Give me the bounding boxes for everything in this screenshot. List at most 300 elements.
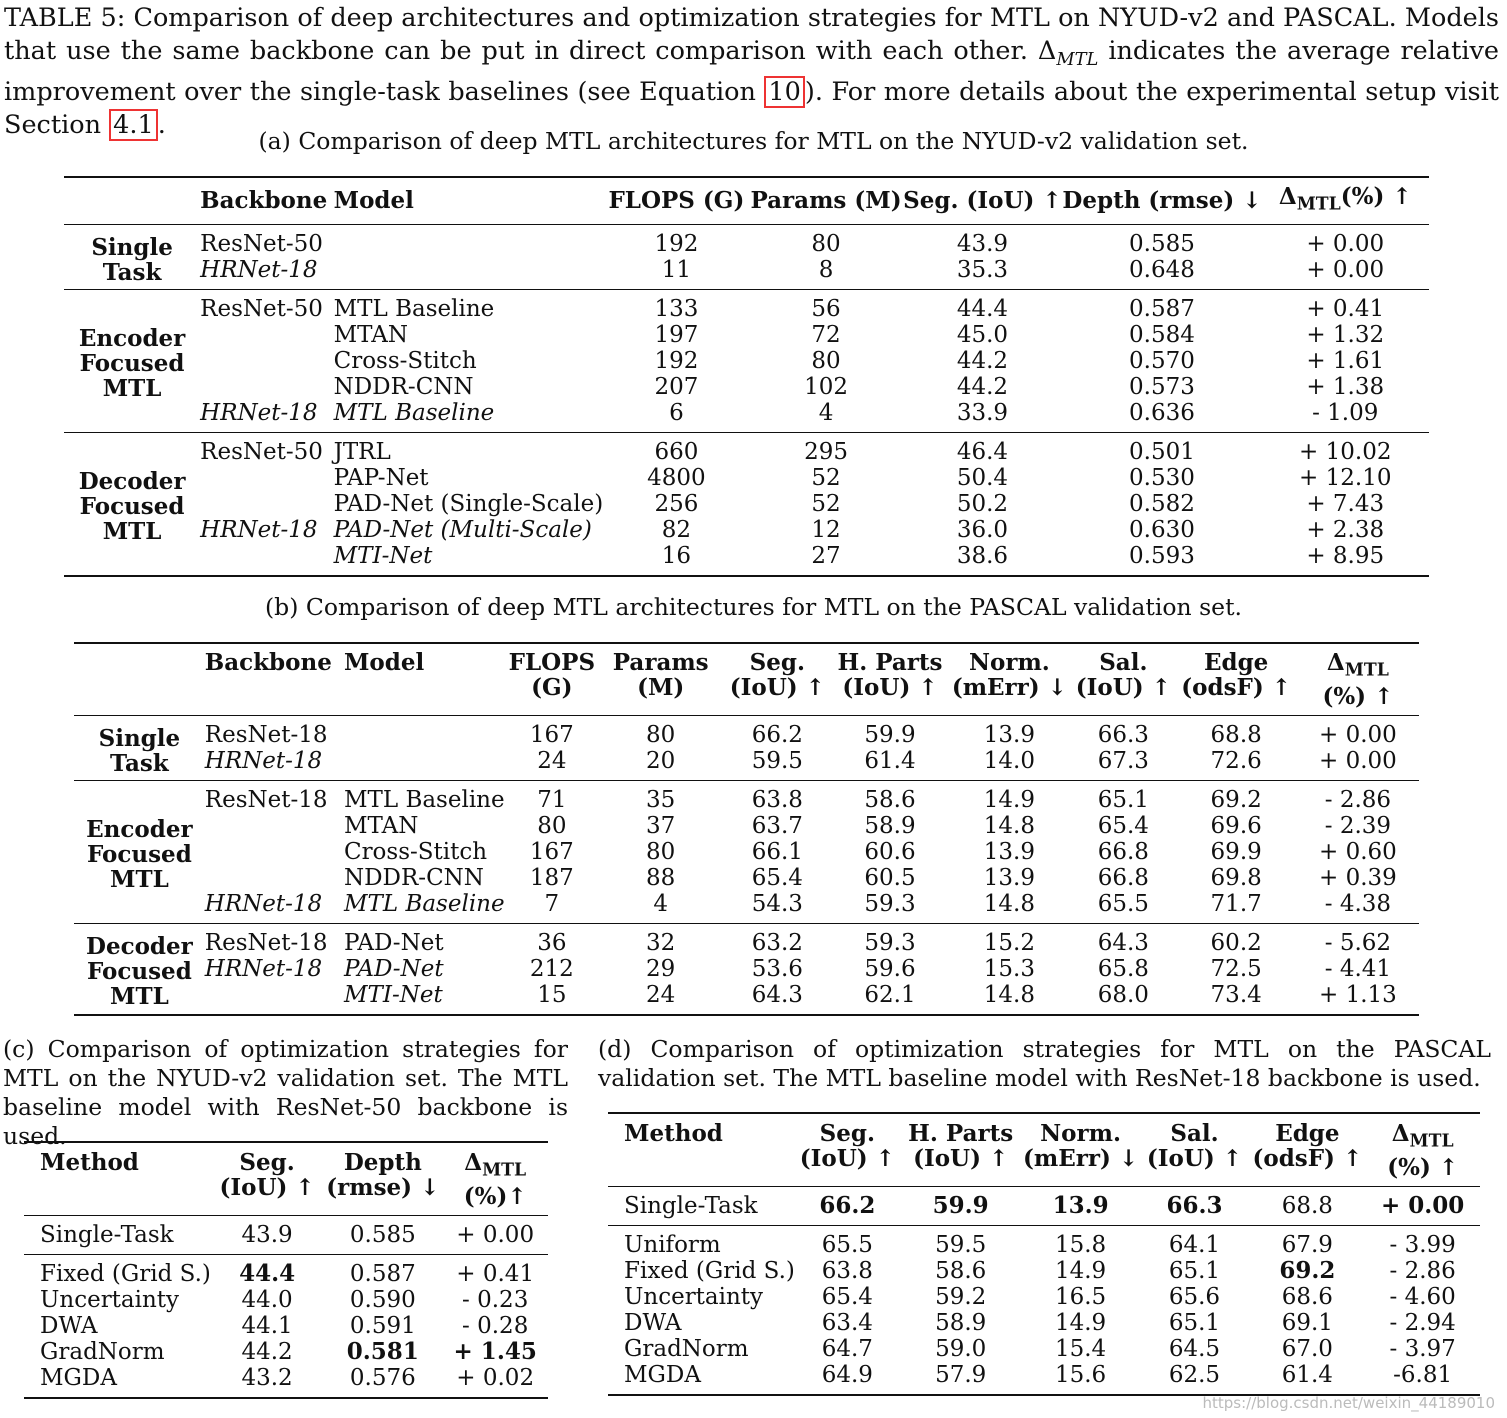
table-row (74, 813, 1419, 839)
value-cell: -6.81 (1365, 1362, 1480, 1395)
method-cell: MGDA (608, 1362, 795, 1395)
value-cell: 59.6 (864, 955, 916, 982)
flops-cell: 256 (654, 490, 699, 517)
value-cell: 0.587 (323, 1254, 442, 1287)
value-cell: 71.7 (1210, 890, 1262, 917)
model-cell: PAD-Net (344, 923, 505, 956)
table-row (64, 257, 1429, 290)
value-cell: 60.5 (864, 864, 916, 891)
caption-text: TABLE 5: Comparison of deep architectures and optimization strategies for MTL on NYUD-v2 and PASCAL. Models that use the same backbone can be put in direct comparison with each other. Δ (4, 3, 1499, 66)
seg-cell: 44.2 (956, 347, 1009, 374)
value-cell: 58.9 (935, 1309, 987, 1336)
group-label: Decoder Focused MTL (74, 923, 205, 1015)
value-cell: 59.5 (751, 747, 803, 774)
value-cell: 68.6 (1281, 1283, 1333, 1310)
value-cell: + 0.00 (1318, 747, 1397, 774)
value-cell: 60.2 (1176, 923, 1297, 956)
model-cell: JTRL (334, 432, 604, 465)
caption-subscript: MTL (1056, 49, 1099, 71)
value-cell: 14.9 (1054, 1257, 1107, 1284)
model-cell: MTI-Net (334, 543, 604, 576)
table-row (74, 891, 1419, 924)
value-cell: 15.4 (1054, 1335, 1107, 1362)
value-cell: + 0.00 (1365, 1186, 1480, 1225)
backbone-cell (205, 982, 344, 1015)
group-label: Encoder Focused MTL (74, 780, 205, 923)
value-cell: 67.3 (1097, 747, 1149, 774)
subtable-b (74, 642, 1419, 1016)
watermark: https://blog.csdn.net/weixin_44189010 (1202, 1394, 1495, 1412)
table-row (64, 400, 1429, 433)
value-cell: 24 (537, 747, 567, 774)
column-header: Params (M) (599, 643, 722, 715)
column-header: Depth (rmse) ↓ (1062, 177, 1261, 224)
table-row (64, 224, 1429, 257)
value-cell: 65.6 (1168, 1283, 1221, 1310)
model-cell: MTL Baseline (344, 780, 505, 813)
flops-cell: 16 (603, 543, 749, 576)
model-cell (344, 748, 505, 781)
value-cell: - 3.99 (1365, 1225, 1480, 1258)
delta-cell: + 0.00 (1262, 224, 1430, 257)
value-cell: 64.3 (722, 982, 832, 1015)
table-row (608, 1310, 1480, 1336)
value-cell: 66.8 (1097, 838, 1149, 865)
subtable-a-title: (a) Comparison of deep MTL architectures for MTL on the NYUD-v2 validation set. (258, 127, 1249, 155)
delta-cell: + 8.95 (1262, 543, 1430, 576)
table-row (64, 543, 1429, 576)
flops-cell: 197 (654, 321, 699, 348)
value-cell: - 0.23 (462, 1286, 529, 1313)
value-cell: 68.8 (1176, 715, 1297, 748)
value-cell: 65.5 (795, 1225, 900, 1258)
column-header: FLOPS (G) (505, 643, 599, 715)
backbone-cell (200, 374, 333, 400)
value-cell: + 0.60 (1318, 838, 1397, 865)
value-cell: 67.0 (1281, 1335, 1333, 1362)
model-cell: NDDR-CNN (343, 864, 484, 891)
value-cell: 73.4 (1176, 982, 1297, 1015)
value-cell: 29 (646, 955, 676, 982)
model-cell: MTL Baseline (334, 289, 604, 322)
params-cell: 80 (750, 224, 903, 257)
column-header: Backbone (200, 177, 333, 224)
value-cell: 24 (599, 982, 722, 1015)
column-header: $\Delta_{MTL}$ (%) ↑ (1365, 1113, 1480, 1186)
value-cell: 66.1 (751, 838, 803, 865)
value-cell: 167 (529, 838, 574, 865)
column-header: $\Delta_{MTL}$ (%) ↑ (1297, 643, 1419, 715)
model-cell (334, 257, 604, 290)
flops-cell: 192 (654, 347, 699, 374)
flops-cell: 6 (669, 399, 684, 426)
value-cell: 32 (599, 923, 722, 956)
value-cell: - 3.97 (1389, 1335, 1456, 1362)
model-cell: Cross-Stitch (333, 347, 477, 374)
table-row (64, 289, 1429, 322)
value-cell: 69.9 (1210, 838, 1262, 865)
model-cell: PAD-Net (Multi-Scale) (333, 516, 592, 543)
depth-cell: 0.501 (1062, 432, 1261, 465)
subtable-d-title: (d) Comparison of optimization strategies for MTL on the PASCAL validation set. The MTL baseline model with ResNet-18 backbone is used. (598, 1035, 1491, 1092)
caption-text: . (157, 110, 166, 141)
table-row (74, 865, 1419, 891)
delta-cell: - 1.09 (1312, 399, 1379, 426)
seg-cell: 46.4 (902, 432, 1062, 465)
backbone-cell: HRNet-18 (200, 516, 318, 543)
value-cell: - 5.62 (1297, 923, 1419, 956)
table-row (608, 1258, 1480, 1284)
value-cell: 14.8 (983, 890, 1035, 917)
table-row (24, 1339, 548, 1365)
value-cell: 44.0 (241, 1286, 293, 1313)
backbone-cell (200, 465, 333, 491)
value-cell: 64.9 (795, 1362, 900, 1395)
value-cell: 68.8 (1249, 1186, 1365, 1225)
column-header: FLOPS (G) (603, 177, 749, 224)
delta-cell: + 10.02 (1262, 432, 1430, 465)
value-cell: - 2.39 (1324, 812, 1392, 839)
params-cell: 27 (750, 543, 903, 576)
value-cell: 43.9 (211, 1215, 323, 1254)
model-cell: MTL Baseline (343, 890, 505, 917)
model-cell (334, 224, 604, 257)
table-row (74, 839, 1419, 865)
table-row (64, 432, 1429, 465)
table-row (64, 517, 1429, 543)
seg-cell: 43.9 (902, 224, 1062, 257)
value-cell: 65.4 (821, 1283, 873, 1310)
params-cell: 52 (811, 464, 841, 491)
seg-cell: 50.2 (956, 490, 1009, 517)
value-cell: 14.8 (983, 812, 1035, 839)
depth-cell: 0.573 (1129, 373, 1195, 400)
column-header: Model (334, 177, 604, 224)
value-cell: - 4.41 (1324, 955, 1392, 982)
method-cell: Uniform (608, 1225, 795, 1258)
value-cell: 67.9 (1249, 1225, 1365, 1258)
table-row (64, 491, 1429, 517)
column-header: Depth (rmse) ↓ (323, 1142, 442, 1215)
column-header: $\Delta_{MTL}$ (%)↑ (442, 1142, 548, 1215)
value-cell: 15.2 (948, 923, 1071, 956)
backbone-cell: ResNet-50 (200, 289, 333, 322)
value-cell: 66.2 (722, 715, 832, 748)
column-header: Params (M) (750, 177, 903, 224)
table-row (24, 1215, 548, 1254)
depth-cell: 0.584 (1129, 321, 1195, 348)
seg-cell: 35.3 (956, 256, 1009, 283)
group-label: Single Task (74, 715, 205, 780)
value-cell: 64.5 (1168, 1335, 1221, 1362)
value-cell: 69.1 (1281, 1309, 1333, 1336)
flops-cell: 133 (603, 289, 749, 322)
value-cell: 61.4 (864, 747, 916, 774)
method-cell: GradNorm (624, 1335, 749, 1362)
value-cell: - 2.94 (1389, 1309, 1456, 1336)
value-cell: - 4.38 (1324, 890, 1392, 917)
seg-cell: 45.0 (956, 321, 1009, 348)
depth-cell: 0.582 (1129, 490, 1195, 517)
value-cell: 69.6 (1210, 812, 1262, 839)
table-row (24, 1365, 548, 1398)
value-cell: 14.9 (1054, 1309, 1107, 1336)
value-cell: + 1.45 (453, 1337, 537, 1365)
value-cell: + 0.39 (1318, 864, 1397, 891)
value-cell: 14.9 (948, 780, 1071, 813)
value-cell: 15.3 (983, 955, 1035, 982)
table-row (24, 1313, 548, 1339)
delta-cell: + 2.38 (1306, 516, 1385, 543)
table-row (74, 748, 1419, 781)
backbone-cell: ResNet-18 (205, 780, 344, 813)
column-header: Edge (odsF) ↑ (1249, 1113, 1365, 1186)
params-cell: 12 (811, 516, 841, 543)
value-cell: 53.6 (751, 955, 803, 982)
method-cell: DWA (40, 1312, 98, 1339)
value-cell: 13.9 (983, 838, 1035, 865)
backbone-cell (200, 348, 333, 374)
value-cell: 65.4 (1097, 812, 1149, 839)
model-cell: MTAN (333, 321, 408, 348)
value-cell: 59.2 (935, 1283, 987, 1310)
table-row (608, 1225, 1480, 1258)
value-cell: - 2.86 (1389, 1257, 1456, 1284)
column-header: Seg. (IoU) ↑ (795, 1113, 900, 1186)
value-cell: 88 (646, 864, 676, 891)
value-cell: 65.8 (1097, 955, 1149, 982)
value-cell: 63.8 (722, 780, 832, 813)
seg-cell: 44.4 (902, 289, 1062, 322)
table-row (24, 1287, 548, 1313)
model-cell: Cross-Stitch (343, 838, 488, 865)
table-caption (4, 2, 1499, 142)
table-row (74, 956, 1419, 982)
column-header: Model (344, 643, 505, 715)
backbone-cell: ResNet-18 (205, 923, 344, 956)
flops-cell: 4800 (647, 464, 706, 491)
value-cell: + 0.00 (442, 1215, 548, 1254)
value-cell: 64.3 (1071, 923, 1175, 956)
value-cell: 54.3 (751, 890, 803, 917)
method-cell: Uncertainty (624, 1283, 764, 1310)
table-row (64, 322, 1429, 348)
seg-cell: 38.6 (902, 543, 1062, 576)
model-cell: MTL Baseline (333, 399, 495, 426)
seg-cell: 33.9 (956, 399, 1009, 426)
value-cell: 59.9 (832, 715, 947, 748)
value-cell: 63.2 (722, 923, 832, 956)
backbone-cell: ResNet-18 (205, 715, 344, 748)
caption-text: indicates the average relative improvement over the single-task baselines (see Equation (4, 36, 1500, 108)
delta-cell: + 1.61 (1306, 347, 1385, 374)
table-row (74, 715, 1419, 748)
value-cell: 13.9 (1022, 1186, 1140, 1225)
value-cell: 69.2 (1279, 1256, 1336, 1284)
params-cell: 102 (804, 373, 848, 400)
value-cell: 14.8 (948, 982, 1071, 1015)
value-cell: 59.0 (935, 1335, 987, 1362)
value-cell: 66.3 (1140, 1186, 1250, 1225)
backbone-cell: HRNet-18 (204, 890, 323, 917)
value-cell: 37 (646, 812, 676, 839)
value-cell: 15.8 (1022, 1225, 1140, 1258)
value-cell: 72.5 (1210, 955, 1262, 982)
value-cell: 4 (653, 890, 669, 917)
value-cell: 62.1 (832, 982, 947, 1015)
value-cell: 16.5 (1054, 1283, 1107, 1310)
value-cell: 58.6 (832, 780, 947, 813)
value-cell: 44.4 (211, 1254, 323, 1287)
flops-cell: 82 (661, 516, 692, 543)
value-cell: 68.0 (1071, 982, 1175, 1015)
column-header: Seg. (IoU) ↑ (902, 177, 1062, 224)
table-row (74, 982, 1419, 1015)
column-header: $\Delta_{MTL}(\%)$ ↑ (1262, 177, 1430, 224)
column-header: Method (24, 1142, 211, 1215)
backbone-cell: HRNet-18 (200, 256, 318, 283)
column-header: Norm. (mErr) ↓ (948, 643, 1071, 715)
model-cell (344, 715, 505, 748)
depth-cell: 0.648 (1129, 256, 1195, 283)
column-header: Seg. (IoU) ↑ (211, 1142, 323, 1215)
backbone-cell: HRNet-18 (204, 747, 323, 774)
value-cell: 80 (599, 715, 722, 748)
column-header: Seg. (IoU) ↑ (722, 643, 832, 715)
depth-cell: 0.593 (1062, 543, 1261, 576)
flops-cell: 207 (654, 373, 699, 400)
column-header (64, 177, 200, 224)
column-header: Sal. (IoU) ↑ (1071, 643, 1175, 715)
value-cell: 65.1 (1071, 780, 1175, 813)
value-cell: 80 (537, 812, 567, 839)
value-cell: 66.3 (1071, 715, 1175, 748)
column-header: Backbone (205, 643, 344, 715)
subtable-b-title: (b) Comparison of deep MTL architectures for MTL on the PASCAL validation set. (265, 593, 1242, 621)
value-cell: 63.7 (751, 812, 803, 839)
value-cell: 7 (544, 890, 560, 917)
subtable-a (64, 176, 1429, 577)
params-cell: 52 (811, 490, 841, 517)
value-cell: 59.5 (900, 1225, 1022, 1258)
value-cell: 65.5 (1097, 890, 1149, 917)
backbone-cell: HRNet-18 (200, 399, 318, 426)
backbone-cell (200, 322, 333, 348)
column-header: Edge (odsF) ↑ (1176, 643, 1297, 715)
table-row (64, 348, 1429, 374)
value-cell: 59.3 (832, 923, 947, 956)
backbone-cell (200, 491, 333, 517)
flops-cell: 11 (661, 256, 692, 283)
value-cell: 58.6 (935, 1257, 987, 1284)
value-cell: 65.4 (751, 864, 803, 891)
method-cell: Uncertainty (40, 1286, 180, 1313)
model-cell: MTAN (343, 812, 419, 839)
value-cell: 60.6 (864, 838, 916, 865)
subtable-d (608, 1112, 1480, 1396)
model-cell: PAD-Net (Single-Scale) (333, 490, 604, 517)
flops-cell: 192 (603, 224, 749, 257)
column-header: H. Parts (IoU) ↑ (900, 1113, 1022, 1186)
model-cell: PAP-Net (333, 464, 429, 491)
depth-cell: 0.530 (1129, 464, 1195, 491)
method-cell: Fixed (Grid S.) (624, 1257, 795, 1284)
value-cell: 0.581 (346, 1337, 419, 1365)
value-cell: - 2.86 (1297, 780, 1419, 813)
value-cell: 69.2 (1176, 780, 1297, 813)
value-cell: 66.8 (1097, 864, 1149, 891)
value-cell: + 0.00 (1297, 715, 1419, 748)
table-row (64, 465, 1429, 491)
group-label: Single Task (64, 224, 200, 289)
value-cell: 187 (529, 864, 574, 891)
params-cell: 80 (811, 347, 841, 374)
value-cell: 35 (599, 780, 722, 813)
delta-cell: + 1.38 (1306, 373, 1385, 400)
subtable-c-title: (c) Comparison of optimization strategies for MTL on the NYUD-v2 validation set. The MTL baseline model with ResNet-50 backbone is used. (3, 1035, 568, 1150)
seg-cell: 44.2 (956, 373, 1009, 400)
model-cell: MTI-Net (344, 982, 505, 1015)
backbone-cell: ResNet-50 (200, 224, 333, 257)
delta-cell: + 0.00 (1306, 256, 1385, 283)
column-header: Method (608, 1113, 795, 1186)
value-cell: 212 (529, 955, 574, 982)
column-header: Norm. (mErr) ↓ (1022, 1113, 1140, 1186)
backbone-cell (205, 865, 344, 891)
depth-cell: 0.636 (1129, 399, 1195, 426)
column-header (74, 643, 205, 715)
value-cell: 0.591 (349, 1312, 416, 1339)
table-row (74, 780, 1419, 813)
params-cell: 4 (818, 399, 834, 426)
table-row (608, 1336, 1480, 1362)
table-row (608, 1284, 1480, 1310)
flops-cell: 660 (603, 432, 749, 465)
value-cell: 71 (505, 780, 599, 813)
backbone-cell: ResNet-50 (200, 432, 333, 465)
value-cell: 63.8 (821, 1257, 873, 1284)
seg-cell: 36.0 (956, 516, 1009, 543)
delta-cell: + 7.43 (1306, 490, 1385, 517)
value-cell: 61.4 (1249, 1362, 1365, 1395)
params-cell: 8 (818, 256, 834, 283)
value-cell: - 0.28 (462, 1312, 529, 1339)
params-cell: 72 (811, 321, 841, 348)
value-cell: + 1.13 (1297, 982, 1419, 1015)
delta-cell: + 1.32 (1306, 321, 1385, 348)
subtable-c (24, 1141, 548, 1399)
depth-cell: 0.585 (1062, 224, 1261, 257)
method-cell: MGDA (24, 1365, 211, 1398)
value-cell: + 0.02 (442, 1365, 548, 1398)
equation-link[interactable]: 10 (764, 76, 804, 108)
value-cell: 58.9 (864, 812, 916, 839)
method-cell: Single-Task (24, 1215, 211, 1254)
method-cell: Single-Task (608, 1186, 795, 1225)
method-cell: Fixed (Grid S.) (24, 1254, 211, 1287)
section-link[interactable]: 4.1 (109, 109, 158, 141)
table-row (64, 374, 1429, 400)
value-cell: 59.9 (900, 1186, 1022, 1225)
value-cell: 0.585 (323, 1215, 442, 1254)
value-cell: 65.1 (1168, 1309, 1221, 1336)
seg-cell: 50.4 (956, 464, 1009, 491)
table-row (608, 1186, 1480, 1225)
backbone-cell (200, 543, 333, 576)
delta-cell: + 12.10 (1299, 464, 1392, 491)
value-cell: 15.6 (1022, 1362, 1140, 1395)
params-cell: 56 (750, 289, 903, 322)
